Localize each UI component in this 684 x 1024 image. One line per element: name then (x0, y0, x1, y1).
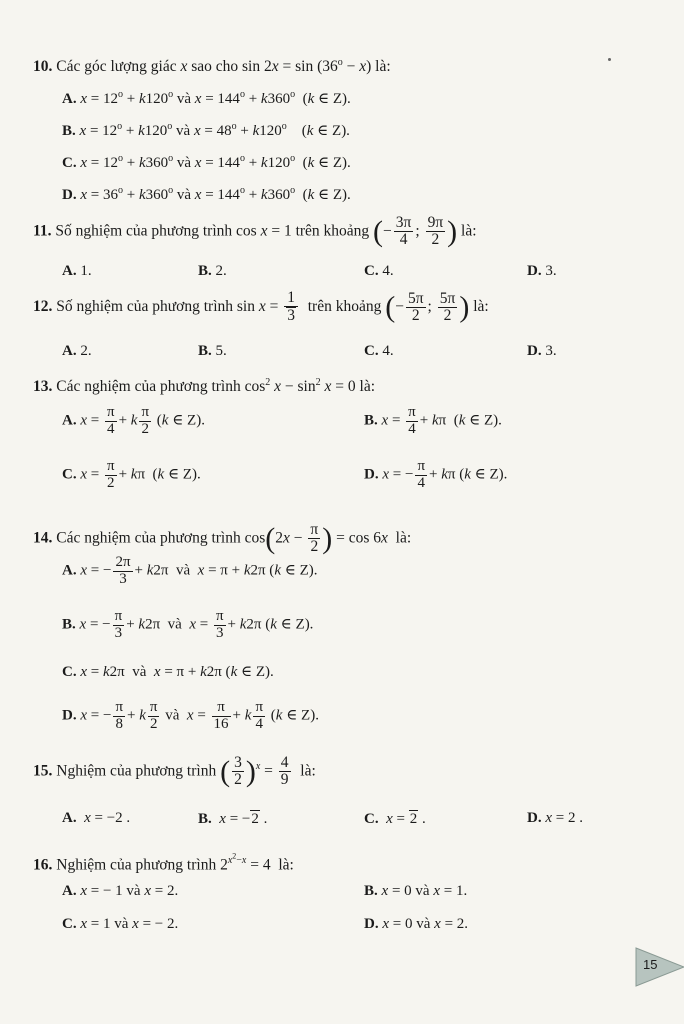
question-number: 10. (33, 58, 53, 76)
option-10b: B. $x = 12^o + k120^o$ và $x = 48^o + k120^o$ (k ∈ Z). (62, 121, 350, 139)
option-13a: A. x = $\frac{\pi}{4}$ + k $\frac{\pi}{2}$ (k ∈ Z). (62, 404, 205, 437)
question-15: 15. Nghiệm của phương trình ( $\frac{3}{2}$ )$^x$ = $\frac{4}{9}$ là: (33, 754, 316, 789)
option-11b: B. 2. (198, 263, 227, 279)
option-16c: C. x = 1 và x = − 2. (62, 916, 179, 932)
question-11: 11. Số nghiệm của phương trình cos x = 1 trên khoảng (− $\frac{3\pi}{4}$ ; $\frac{9\pi}{2}$ ) là: (33, 214, 477, 249)
question-16: 16. Nghiệm của phương trình $2^{x^2-x} = 4$ là: (33, 852, 294, 874)
question-number: 13. (33, 378, 53, 396)
option-11a: A. 1. (62, 263, 92, 279)
question-14: 14. Các nghiệm của phương trình cos(2x − $\frac{\pi}{2}$ ) = cos 6x là: (33, 521, 412, 556)
option-11d: D. 3. (527, 263, 557, 279)
option-15b: B. x = −2 . (198, 811, 268, 827)
option-16d: D. x = 0 và x = 2. (364, 916, 469, 932)
option-16b: B. x = 0 và x = 1. (364, 883, 468, 899)
option-13d: D. x = − $\frac{\pi}{4}$ + kπ (k ∈ Z). (364, 458, 508, 491)
question-13: 13. Các nghiệm của phương trình $\cos^2 x - \sin^2 x = 0$ là: (33, 377, 375, 396)
option-11c: C. 4. (364, 263, 394, 279)
question-number: 15. (33, 762, 53, 780)
print-speck (608, 58, 611, 61)
option-12a: A. 2. (62, 343, 92, 359)
option-14b: B. x = − $\frac{\pi}{3}$ + k2π và x = $\frac{\pi}{3}$ + k2π (k ∈ Z). (62, 608, 314, 641)
option-13c: C. x = $\frac{\pi}{2}$ + kπ (k ∈ Z). (62, 458, 201, 491)
question-number: 14. (33, 529, 53, 547)
page-number-arrow-icon (634, 946, 684, 988)
option-12b: B. 5. (198, 343, 227, 359)
option-14c: C. x = k2π và x = π + k2π (k ∈ Z). (62, 664, 274, 680)
option-13b: B. x = $\frac{\pi}{4}$ + kπ (k ∈ Z). (364, 404, 502, 437)
question-number: 12. (33, 297, 53, 315)
question-number: 16. (33, 856, 53, 874)
question-number: 11. (33, 222, 52, 240)
option-10c: C. $x = 12^o + k360^o$ và $x = 144^o + k120^o$ (k ∈ Z). (62, 153, 351, 171)
option-14a: A. x = − $\frac{2\pi}{3}$ + k2π và x = π + k2π (k ∈ Z). (62, 554, 318, 587)
option-15d: D. x = 2 . (527, 810, 583, 826)
page-number: 15 (643, 957, 658, 972)
question-12: 12. Số nghiệm của phương trình sin x = $\frac{1}{3}$ trên khoảng (− $\frac{5\pi}{2}$ ; $\frac{5\pi}{2}$ ) là: (33, 289, 489, 325)
option-14d: D. x = − $\frac{\pi}{8}$ + k $\frac{\pi}{2}$ và x = $\frac{\pi}{16}$ + k $\frac{\pi}{4}$ (k ∈ Z). (62, 699, 319, 732)
option-12c: C. 4. (364, 343, 394, 359)
option-16a: A. x = − 1 và x = 2. (62, 883, 179, 899)
option-15c: C. x = 2 . (364, 811, 426, 827)
option-15a: A. x = −2 . (62, 810, 131, 826)
option-10a: A. $x = 12^o + k120^o$ và $x = 144^o + k360^o$ (k ∈ Z). (62, 89, 351, 107)
option-10d: D. $x = 36^o + k360^o$ và $x = 144^o + k360^o$ (k ∈ Z). (62, 185, 351, 203)
option-12d: D. 3. (527, 343, 557, 359)
question-10: 10. Các góc lượng giác x sao cho $\sin 2x = \sin (36^o - x)$ là: (33, 57, 391, 76)
